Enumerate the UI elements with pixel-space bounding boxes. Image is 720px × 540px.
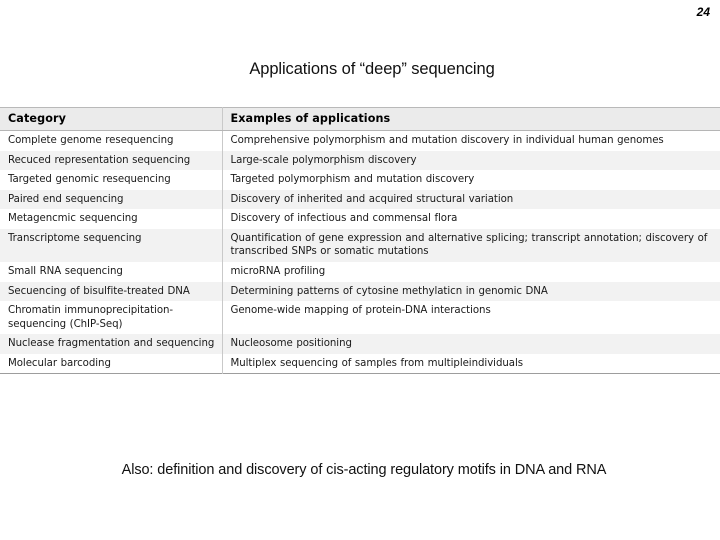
table-row — [0, 190, 720, 210]
cell-application: Discovery of inherited and acquired structural variation — [222, 190, 720, 210]
table-body — [0, 131, 720, 374]
cell-category: Recuced representation sequencing — [0, 151, 222, 171]
cell-application: Discovery of infectious and commensal flora — [222, 209, 720, 229]
cell-application: Comprehensive polymorphism and mutation discovery in individual human genomes — [222, 131, 720, 151]
cell-application: Determining patterns of cytosine methylaticn in genomic DNA — [222, 282, 720, 302]
cell-application: Multiplex sequencing of samples from multipleindividuals — [222, 354, 720, 374]
footer-note: Also: definition and discovery of cis-acting regulatory motifs in DNA and RNA — [121, 462, 607, 478]
applications-table-container — [0, 107, 720, 374]
table-row — [0, 354, 720, 374]
table-header-row — [0, 108, 720, 131]
table-row — [0, 334, 720, 354]
cell-application: Large-scale polymorphism discovery — [222, 151, 720, 171]
cell-category: Transcriptome sequencing — [0, 229, 222, 262]
table-row — [0, 229, 720, 262]
page-title: Applications of “deep” sequencing — [249, 60, 495, 78]
cell-category: Paired end sequencing — [0, 190, 222, 210]
applications-table — [0, 107, 720, 374]
table-row — [0, 262, 720, 282]
cell-application: Targeted polymorphism and mutation discovery — [222, 170, 720, 190]
column-header-applications: Examples of applications — [222, 108, 720, 131]
table-row — [0, 301, 720, 334]
cell-category: Molecular barcoding — [0, 354, 222, 374]
cell-category: Metagencmic sequencing — [0, 209, 222, 229]
cell-application: Quantification of gene expression and alternative splicing; transcript annotation; discovery of transcribed SNPs or somatic mutations — [222, 229, 720, 262]
table-row — [0, 209, 720, 229]
cell-category: Targeted genomic resequencing — [0, 170, 222, 190]
table-row — [0, 151, 720, 171]
cell-category: Chromatin immunoprecipitation-sequencing (ChIP-Seq) — [0, 301, 222, 334]
cell-application: microRNA profiling — [222, 262, 720, 282]
cell-category: Small RNA sequencing — [0, 262, 222, 282]
cell-category: Nuclease fragmentation and sequencing — [0, 334, 222, 354]
cell-category: Secuencing of bisulfite-treated DNA — [0, 282, 222, 302]
table-header — [0, 108, 720, 131]
column-header-category: Category — [0, 108, 222, 131]
table-row — [0, 131, 720, 151]
cell-application: Genome-wide mapping of protein-DNA interactions — [222, 301, 720, 334]
cell-category: Complete genome resequencing — [0, 131, 222, 151]
page-number: 24 — [696, 5, 710, 19]
cell-application: Nucleosome positioning — [222, 334, 720, 354]
table-row — [0, 170, 720, 190]
table-row — [0, 282, 720, 302]
